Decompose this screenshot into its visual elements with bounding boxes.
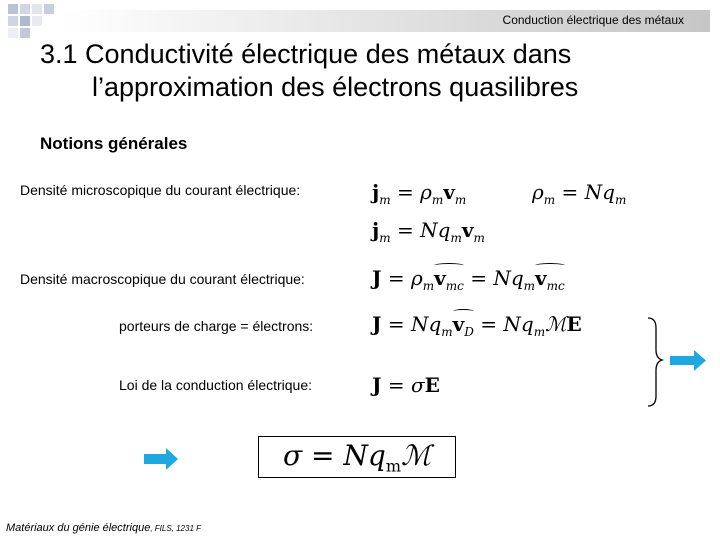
equation-ohm-law: J = σE [372, 373, 440, 397]
footer [6, 522, 201, 534]
label-micro: Densité microscopique du courant électrique: [20, 182, 301, 198]
result-equation-box: $\sigma = Nq_mℳ$ [258, 436, 456, 478]
equation-electron-current: $J = Nq_mv_D$ = $Nq_mℳE$ [372, 312, 582, 339]
slide-title [40, 38, 700, 104]
equation-charge-density: $\rho_m = Nq_m$ [532, 180, 627, 207]
label-law: Loi de la conduction électrique: [119, 377, 313, 393]
equation-micro-current: $j_m = \rho_mv_m$ [372, 180, 467, 207]
equation-macro-current: $J = \rho_mv_{mc} = Nq_mv_{mc}$ [372, 266, 565, 293]
label-macro: Densité macroscopique du courant électrique: [20, 271, 305, 287]
footer-main: Matériaux du génie électrique [6, 522, 151, 534]
equation-micro-current-n: $j_m = Nq_mv_m$ [372, 218, 485, 245]
brace-with-arrow [640, 312, 720, 412]
slide-title-line1: 3.1 Conductivité électrique des métaux dans [40, 39, 572, 69]
footer-small: , FILS, 1231 F [150, 524, 202, 533]
header-title: Conduction électrique des métaux [502, 13, 684, 27]
slide-title-line2: l’approximation des électrons quasilibres [92, 72, 579, 102]
right-arrow-icon [144, 448, 180, 470]
label-carriers: porteurs de charge = électrons: [119, 318, 314, 334]
section-heading: Notions générales [40, 134, 188, 153]
right-arrow-icon [670, 350, 706, 371]
